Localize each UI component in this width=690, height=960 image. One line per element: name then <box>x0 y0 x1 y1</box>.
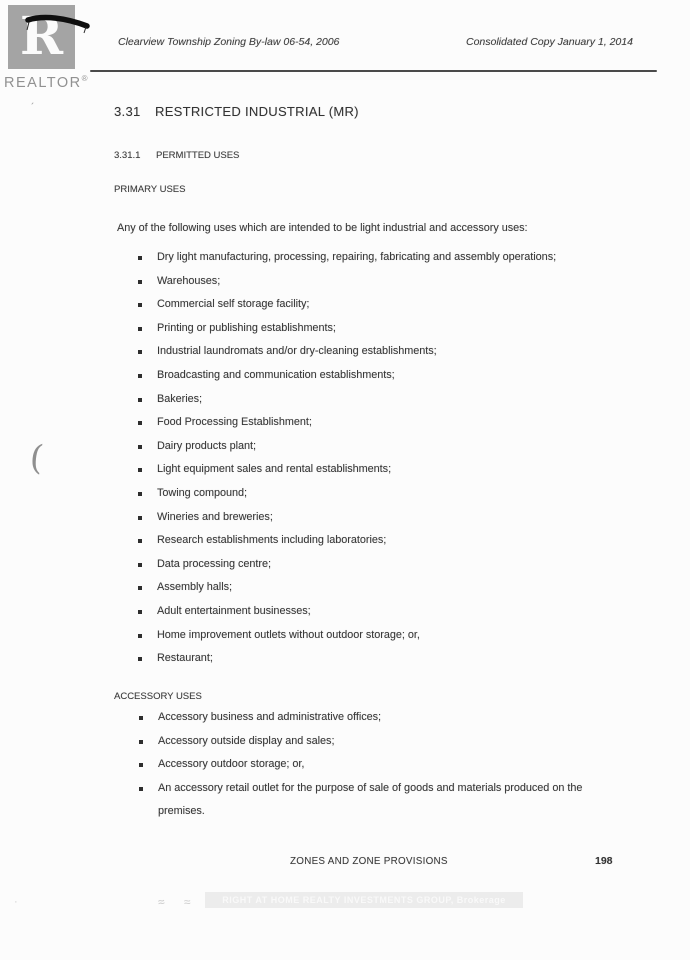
list-item <box>138 364 556 388</box>
list-item <box>138 458 556 482</box>
primary-uses-list <box>138 246 556 671</box>
brokerage-watermark: RIGHT AT HOME REALTY INVESTMENTS GROUP, Brokerage <box>205 892 523 908</box>
list-item-text: Accessory business and administrative offices; <box>158 711 382 723</box>
list-item-text: Assembly halls; <box>157 581 233 594</box>
section-title: RESTRICTED INDUSTRIAL (MR) <box>155 104 359 119</box>
list-item <box>138 647 556 671</box>
header-document-title: Clearview Township Zoning By-law 06-54, 2006 <box>118 36 340 48</box>
list-item <box>138 270 556 294</box>
scan-artifact-squiggle: ≈ <box>183 894 192 910</box>
list-item-text: Warehouses; <box>157 274 221 287</box>
list-item <box>138 411 556 435</box>
registered-trademark-icon: ® <box>81 74 88 83</box>
bullet-icon <box>138 610 142 614</box>
list-item <box>138 388 556 412</box>
bullet-icon <box>138 350 142 354</box>
bullet-icon <box>138 398 142 402</box>
list-item-text: Adult entertainment businesses; <box>157 604 311 617</box>
list-item <box>138 482 556 506</box>
bullet-icon <box>139 787 143 791</box>
list-item-text: Home improvement outlets without outdoor storage; or, <box>157 628 420 641</box>
header-divider-rule <box>90 70 657 72</box>
list-item-text: Data processing centre; <box>157 557 272 570</box>
list-item <box>139 706 626 730</box>
bullet-icon <box>138 586 142 590</box>
section-heading <box>114 104 359 119</box>
list-item <box>138 529 556 553</box>
list-item-text: Dry light manufacturing, processing, repairing, fabricating and assembly operations; <box>157 251 557 263</box>
list-item-text: Light equipment sales and rental establishments; <box>157 463 392 476</box>
subsection-title: PERMITTED USES <box>156 150 240 161</box>
realtor-logo <box>8 5 75 69</box>
bullet-icon <box>138 468 142 472</box>
footer-section-title: ZONES AND ZONE PROVISIONS <box>290 856 448 867</box>
realtor-logo-word: REALTOR <box>4 74 82 91</box>
list-item <box>139 753 626 777</box>
realtor-logo-letter: R <box>19 6 64 67</box>
list-item-text: Accessory outdoor storage; or, <box>158 758 305 771</box>
bullet-icon <box>138 492 142 496</box>
list-item-text: Restaurant; <box>157 652 213 665</box>
bullet-icon <box>138 657 142 661</box>
scan-artifact-tick: ˏ <box>30 90 35 105</box>
list-item <box>139 730 626 754</box>
bullet-icon <box>138 327 142 331</box>
list-item <box>138 553 556 577</box>
bullet-icon <box>138 634 142 638</box>
list-item <box>138 293 556 317</box>
bullet-icon <box>138 516 142 520</box>
bullet-icon <box>138 445 142 449</box>
bullet-icon <box>138 539 142 543</box>
list-item <box>138 624 556 648</box>
page-number: 198 <box>595 855 613 867</box>
accessory-uses-list <box>139 706 626 824</box>
list-item <box>138 340 556 364</box>
scan-artifact-squiggle: ≈ <box>157 894 166 910</box>
list-item-text: Accessory outside display and sales; <box>158 734 335 747</box>
scan-artifact-dot: · <box>14 896 18 908</box>
list-item <box>138 600 556 624</box>
list-item-text: Industrial laundromats and/or dry-cleaning establishments; <box>157 345 437 358</box>
list-item <box>138 435 556 459</box>
list-item <box>138 506 556 530</box>
list-item <box>138 317 556 341</box>
header-consolidated-date: Consolidated Copy January 1, 2014 <box>466 36 633 48</box>
scan-artifact-paren: ( <box>27 437 46 479</box>
primary-uses-heading: PRIMARY USES <box>114 184 186 195</box>
list-item-text: Research establishments including laboratories; <box>157 534 387 547</box>
bullet-icon <box>139 716 143 720</box>
list-item-text: Printing or publishing establishments; <box>157 321 336 334</box>
list-item-text: Towing compound; <box>157 486 248 499</box>
list-item-text: Broadcasting and communication establishments; <box>157 368 395 381</box>
realtor-logo-label <box>4 74 88 91</box>
list-item-text: Commercial self storage facility; <box>157 298 310 311</box>
list-item-text: Dairy products plant; <box>157 439 257 452</box>
bullet-icon <box>138 563 142 567</box>
bullet-icon <box>138 303 142 307</box>
subsection-number: 3.31.1 <box>114 150 141 161</box>
list-item <box>138 576 556 600</box>
subsection-heading <box>114 150 239 161</box>
list-item-text: Food Processing Establishment; <box>157 416 312 429</box>
bullet-icon <box>138 280 142 284</box>
section-number: 3.31 <box>114 104 141 119</box>
bullet-icon <box>138 374 142 378</box>
list-item <box>139 777 626 824</box>
bullet-icon <box>139 763 143 767</box>
primary-uses-intro: Any of the following uses which are intended to be light industrial and accessory uses: <box>117 222 528 234</box>
list-item-text: Wineries and breweries; <box>157 510 273 523</box>
bullet-icon <box>139 740 143 744</box>
list-item-text: Bakeries; <box>157 392 203 405</box>
accessory-uses-heading: ACCESSORY USES <box>114 691 202 702</box>
bullet-icon <box>138 421 142 425</box>
list-item <box>138 246 556 270</box>
list-item-text: An accessory retail outlet for the purpose of sale of goods and materials produced on the premises. <box>158 781 583 818</box>
bullet-icon <box>138 256 142 260</box>
